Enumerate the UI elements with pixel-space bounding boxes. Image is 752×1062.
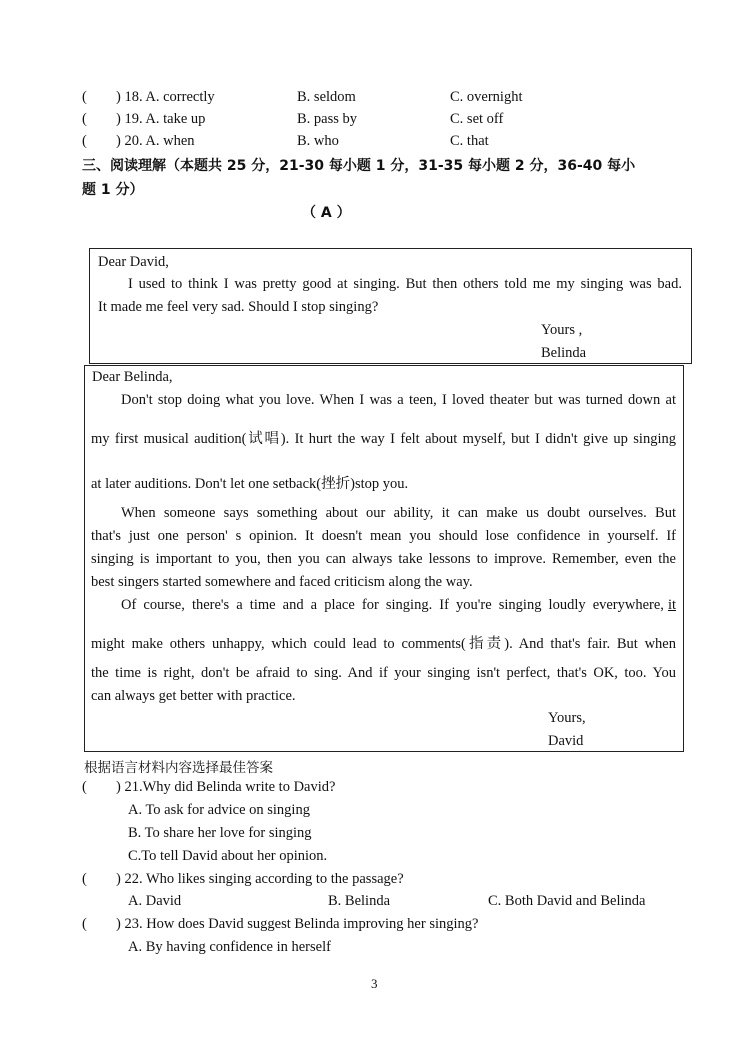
q19-option-c: C. set off xyxy=(450,111,504,127)
q18-stem: ) 18. A. correctly xyxy=(116,89,215,105)
letter2-p2-line1: When someone says something about our ability, it can make us doubt ourselves. But xyxy=(121,505,676,521)
letter2-closing: Yours, xyxy=(548,710,586,726)
q20-paren: ( xyxy=(82,133,87,149)
q20-stem: ) 20. A. when xyxy=(116,133,195,149)
q20-option-c: C. that xyxy=(450,133,489,149)
q23-paren: ( xyxy=(82,916,87,932)
q21-stem: ) 21.Why did Belinda write to David? xyxy=(116,779,336,795)
section-heading-cont: 题 1 分） xyxy=(82,182,144,198)
letter2-p2-line3: singing is important to you, then you can always take lessons to improve. Remember, even the xyxy=(91,551,676,567)
q19-option-b: B. pass by xyxy=(297,111,358,127)
letter2-p3-line1 xyxy=(121,597,676,614)
letter1-greeting: Dear David, xyxy=(98,254,169,270)
letter2-p2-line4: best singers started somewhere and faced criticism along the way. xyxy=(91,574,473,590)
letter2-p1-line2: my first musical audition(试唱). It hurt the way I felt about myself, but I didn't give up singing xyxy=(91,431,676,447)
letter1-line1: I used to think I was pretty good at singing. But then others told me my singing was bad. xyxy=(128,276,682,292)
q20-option-b: B. who xyxy=(297,133,339,149)
q21-option-a: A. To ask for advice on singing xyxy=(128,802,310,818)
letter2-p3-line4: can always get better with practice. xyxy=(91,688,296,704)
q19-stem: ) 19. A. take up xyxy=(116,111,206,127)
letter2-p3-line2: might make others unhappy, which could lead to comments(指责). And that's fair. But when xyxy=(91,636,676,652)
instruction: 根据语言材料内容选择最佳答案 xyxy=(84,760,273,776)
letter1-signature: Belinda xyxy=(541,345,587,361)
q23-stem: ) 23. How does David suggest Belinda improving her singing? xyxy=(116,916,479,932)
section-heading: 三、阅读理解（本题共 25 分，21-30 每小题 1 分，31-35 每小题 2 分，36-40 每小 xyxy=(82,158,636,174)
letter2-p1-line3: at later auditions. Don't let one setback(挫折)stop you. xyxy=(91,476,409,492)
q21-paren: ( xyxy=(82,779,87,795)
letter2-p3-line3: the time is right, don't be afraid to sing. And if your singing isn't perfect, that's OK, too. You xyxy=(91,665,676,681)
q22-option-a: A. David xyxy=(128,893,182,909)
q22-stem: ) 22. Who likes singing according to the passage? xyxy=(116,871,404,887)
q19-paren: ( xyxy=(82,111,87,127)
q18-option-b: B. seldom xyxy=(297,89,356,105)
letter2-p2-line2: that's just one person' s opinion. It doesn't mean you should lose confidence in yourself. If xyxy=(91,528,676,544)
q21-option-b: B. To share her love for singing xyxy=(128,825,312,841)
letter2-p3-line1-text: Of course, there's a time and a place for singing. If you're singing loudly everywhere, xyxy=(121,597,664,613)
q22-option-b: B. Belinda xyxy=(328,893,391,909)
q22-option-c: C. Both David and Belinda xyxy=(488,893,646,909)
part-label: （ A ） xyxy=(302,205,351,221)
page-number: 3 xyxy=(371,976,378,991)
letter2-greeting: Dear Belinda, xyxy=(92,369,173,385)
q21-option-c: C.To tell David about her opinion. xyxy=(128,848,328,864)
letter2-signature: David xyxy=(548,733,584,749)
letter2-p1-line1: Don't stop doing what you love. When I was a teen, I loved theater but was turned down at xyxy=(121,392,676,408)
letter1-closing: Yours , xyxy=(541,322,583,338)
letter1-line2: It made me feel very sad. Should I stop singing? xyxy=(98,299,379,315)
q18-option-c: C. overnight xyxy=(450,89,523,105)
q22-paren: ( xyxy=(82,871,87,887)
underlined-it: it xyxy=(667,597,676,613)
q23-option-a: A. By having confidence in herself xyxy=(128,939,331,955)
q18-paren: ( xyxy=(82,89,87,105)
